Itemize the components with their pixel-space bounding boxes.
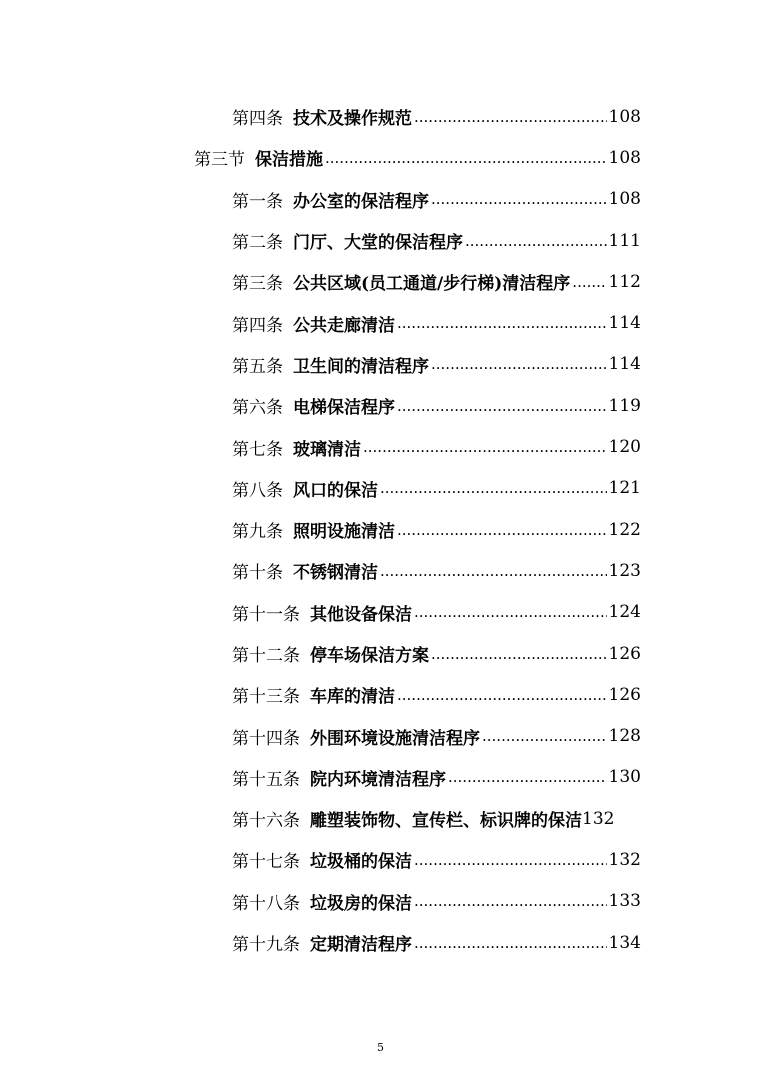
toc-entry-label: 第十六条 <box>232 811 300 832</box>
toc-entry-page: 133 <box>608 891 641 912</box>
toc-leader-dots <box>448 768 607 786</box>
toc-entry-title: 其他设备保洁 <box>310 604 412 625</box>
toc-entry[interactable] <box>0 509 761 550</box>
toc-entry-title: 技术及操作规范 <box>293 109 412 130</box>
toc-entry-title: 垃圾桶的保洁 <box>310 852 412 873</box>
toc-entry-page: 121 <box>608 478 641 499</box>
toc-entry-title: 车库的清洁 <box>310 687 395 708</box>
toc-entry-label: 第十五条 <box>232 769 300 790</box>
toc-entry-title: 办公室的保洁程序 <box>293 191 429 212</box>
toc-leader-dots <box>431 645 607 663</box>
toc-leader-dots <box>380 562 607 580</box>
toc-entry-label: 第十八条 <box>232 893 300 914</box>
toc-leader-dots <box>414 603 607 621</box>
toc-entry-title: 公共区域(员工通道/步行梯)清洁程序 <box>293 274 571 295</box>
toc-leader-dots <box>431 190 607 208</box>
toc-entry-label: 第三节 <box>194 150 245 171</box>
toc-entry-label: 第二条 <box>232 233 283 254</box>
toc-entry-title: 雕塑装饰物、宣传栏、标识牌的保洁 <box>310 811 582 832</box>
toc-entry-label: 第十九条 <box>232 935 300 956</box>
toc-entry-page: 126 <box>608 684 641 705</box>
toc-entry-title: 玻璃清洁 <box>293 439 361 460</box>
toc-entry-page: 126 <box>608 643 641 664</box>
toc-entry[interactable] <box>0 757 761 798</box>
toc-entry-title: 不锈钢清洁 <box>293 563 378 584</box>
toc-leader-dots <box>414 934 607 952</box>
toc-entry-label: 第十条 <box>232 563 283 584</box>
toc-leader-dots <box>397 314 607 332</box>
toc-entry-title: 外围环境设施清洁程序 <box>310 728 480 749</box>
toc-entry-label: 第十一条 <box>232 604 300 625</box>
toc-entry[interactable] <box>0 839 761 880</box>
toc-entry[interactable] <box>0 633 761 674</box>
toc-entry[interactable] <box>0 179 761 220</box>
toc-entry-title: 照明设施清洁 <box>293 522 395 543</box>
toc-entry[interactable] <box>0 220 761 261</box>
toc-entry-label: 第四条 <box>232 109 283 130</box>
toc-entry-page: 119 <box>608 395 641 416</box>
toc-leader-dots <box>380 479 607 497</box>
toc-entry[interactable] <box>0 798 761 839</box>
toc-leader-dots <box>414 108 607 126</box>
toc-entry-title: 风口的保洁 <box>293 480 378 501</box>
toc-entry-label: 第十四条 <box>232 728 300 749</box>
toc-leader-dots <box>414 892 607 910</box>
toc-entry-label: 第六条 <box>232 398 283 419</box>
toc-entry[interactable] <box>0 344 761 385</box>
toc-entry-title: 公共走廊清洁 <box>293 315 395 336</box>
toc-entry-label: 第十七条 <box>232 852 300 873</box>
toc-entry-page: 124 <box>608 602 641 623</box>
toc-entry-title: 院内环境清洁程序 <box>310 769 446 790</box>
toc-entry-page: 130 <box>608 767 641 788</box>
toc-entry[interactable] <box>0 468 761 509</box>
toc-leader-dots <box>431 355 607 373</box>
toc-entry-label: 第八条 <box>232 480 283 501</box>
toc-entry-label: 第七条 <box>232 439 283 460</box>
toc-entry[interactable] <box>0 96 761 137</box>
toc-entry-label: 第四条 <box>232 315 283 336</box>
toc-entry-page: 123 <box>608 560 641 581</box>
toc-entry-title: 保洁措施 <box>255 150 323 171</box>
toc-entry[interactable] <box>0 261 761 302</box>
toc-leader-dots <box>482 727 607 745</box>
toc-entry-page: 128 <box>608 726 641 747</box>
toc-entry[interactable] <box>0 592 761 633</box>
toc-leader-dots <box>325 149 607 167</box>
toc-entry-page: 120 <box>608 437 641 458</box>
toc-entry[interactable] <box>0 426 761 467</box>
toc-entry-page: 111 <box>608 230 641 251</box>
toc-entry-label: 第一条 <box>232 191 283 212</box>
toc-entry[interactable] <box>0 674 761 715</box>
toc-entry-page: 132 <box>608 849 641 870</box>
toc-entry-page: 112 <box>608 271 641 292</box>
toc-entry-label: 第九条 <box>232 522 283 543</box>
toc-entry-page: 134 <box>608 932 641 953</box>
toc-entry[interactable] <box>0 302 761 343</box>
toc-leader-dots <box>414 851 607 869</box>
toc-entry-page: 108 <box>608 147 641 168</box>
toc-entry-title: 垃圾房的保洁 <box>310 893 412 914</box>
toc-leader-dots <box>397 397 607 415</box>
toc-leader-dots <box>363 438 607 456</box>
toc-section-entry[interactable] <box>0 137 761 178</box>
toc-leader-dots <box>397 686 607 704</box>
toc-entry[interactable] <box>0 385 761 426</box>
toc-leader-dots <box>465 232 607 250</box>
toc-entry-page: 108 <box>608 189 641 210</box>
toc-entry-title: 停车场保洁方案 <box>310 646 429 666</box>
toc-entry-label: 第五条 <box>232 356 283 377</box>
toc-entry[interactable] <box>0 550 761 591</box>
toc-leader-dots <box>397 521 607 539</box>
toc-entry-label: 第三条 <box>232 274 283 295</box>
toc-entry[interactable] <box>0 715 761 756</box>
toc-entry-title: 门厅、大堂的保洁程序 <box>293 233 463 254</box>
toc-entry-page: 122 <box>608 519 641 540</box>
toc-leader-dots <box>572 273 606 291</box>
toc-entry[interactable] <box>0 922 761 963</box>
toc-entry-page: 114 <box>608 354 641 375</box>
toc-entry-label: 第十二条 <box>232 646 300 666</box>
toc-entry[interactable] <box>0 881 761 922</box>
toc-entry-title: 定期清洁程序 <box>310 935 412 956</box>
toc-entry-page: 114 <box>608 313 641 334</box>
toc-entry-page: 108 <box>608 106 641 127</box>
toc-entry-label: 第十三条 <box>232 687 300 708</box>
toc-entry-title: 电梯保洁程序 <box>293 398 395 419</box>
toc-entry-title: 卫生间的清洁程序 <box>293 356 429 377</box>
toc-entry-page: 132 <box>582 808 615 829</box>
page-number: 5 <box>377 1041 384 1054</box>
table-of-contents <box>0 96 761 963</box>
